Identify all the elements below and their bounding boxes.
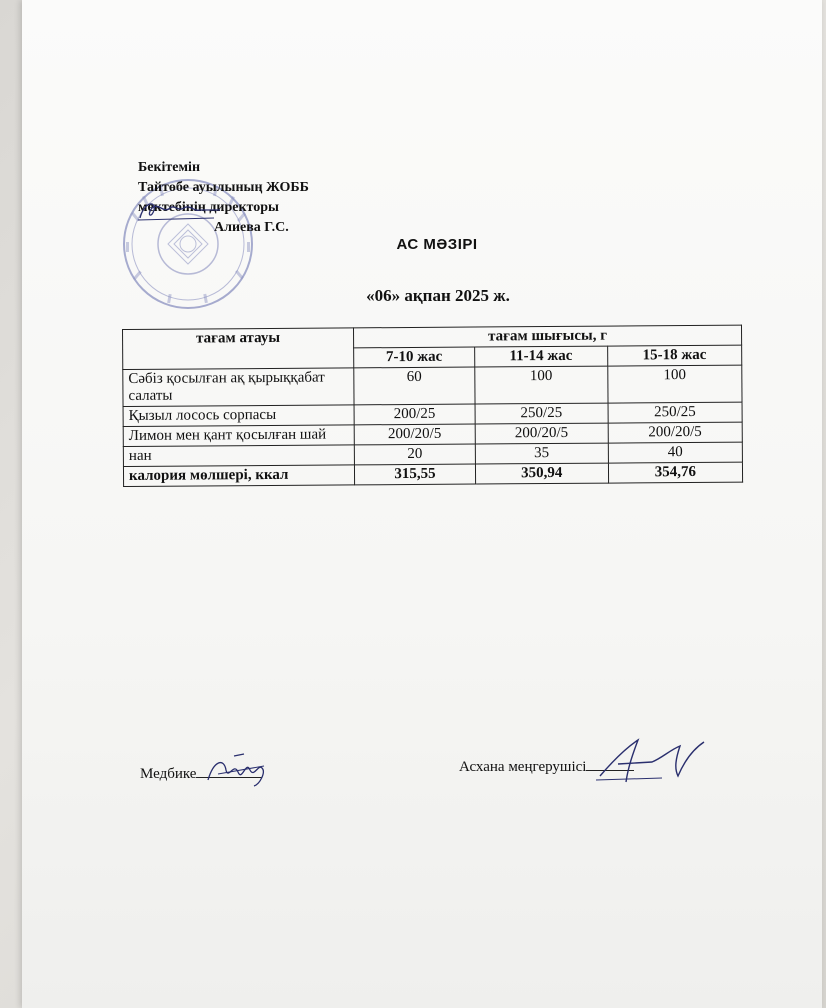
document-title: АС МӘЗІРІ: [396, 236, 478, 253]
canteen-head-signature: [592, 732, 722, 792]
total-value: 350,94: [475, 463, 608, 484]
nurse-signature: [204, 750, 276, 792]
portion-value: 250/25: [475, 403, 608, 424]
total-row: [123, 462, 742, 486]
document-date: «06» ақпан 2025 ж.: [366, 286, 510, 305]
dish-name: нан: [123, 445, 354, 467]
nurse-label: Медбике: [140, 766, 197, 782]
total-value: 315,55: [354, 464, 475, 485]
portion-value: 200/20/5: [475, 423, 608, 444]
header-output: тағам шығысы, г: [353, 325, 741, 348]
director-name: Алиева Г.С.: [214, 220, 289, 235]
total-value: 354,76: [608, 462, 742, 483]
dish-name: Лимон мен қант қосылған шай: [123, 425, 354, 447]
portion-value: 100: [475, 366, 608, 404]
portion-value: 100: [607, 365, 742, 403]
portion-value: 200/20/5: [608, 422, 742, 443]
age-group-1: 7-10 жас: [354, 347, 475, 368]
portion-value: 60: [354, 367, 475, 405]
approval-line-2: Тайтөбе ауылының ЖОББ: [138, 180, 309, 195]
dish-name: Сәбіз қосылған ақ қырыққабат салаты: [123, 368, 354, 407]
age-group-2: 11-14 жас: [474, 346, 607, 367]
menu-table: [122, 325, 743, 487]
portion-value: 20: [354, 444, 475, 465]
director-signature: [134, 196, 224, 226]
portion-value: 250/25: [608, 402, 742, 423]
portion-value: 35: [475, 443, 608, 464]
portion-value: 40: [608, 442, 742, 463]
total-label: калория мөлшері, ккал: [123, 465, 354, 487]
portion-value: 200/20/5: [354, 424, 475, 445]
dish-name: Қызыл лосось сорпасы: [123, 405, 354, 427]
approval-line-3: мектебінің директоры: [138, 200, 279, 215]
approval-line-1: Бекітемін: [138, 160, 201, 175]
table-row: [123, 365, 742, 406]
age-group-3: 15-18 жас: [607, 345, 741, 366]
header-dish-name: тағам атауы: [123, 328, 354, 370]
document-page: [22, 0, 822, 1008]
portion-value: 200/25: [354, 404, 475, 425]
canteen-head-label: Асхана меңгерушісі: [459, 759, 587, 775]
